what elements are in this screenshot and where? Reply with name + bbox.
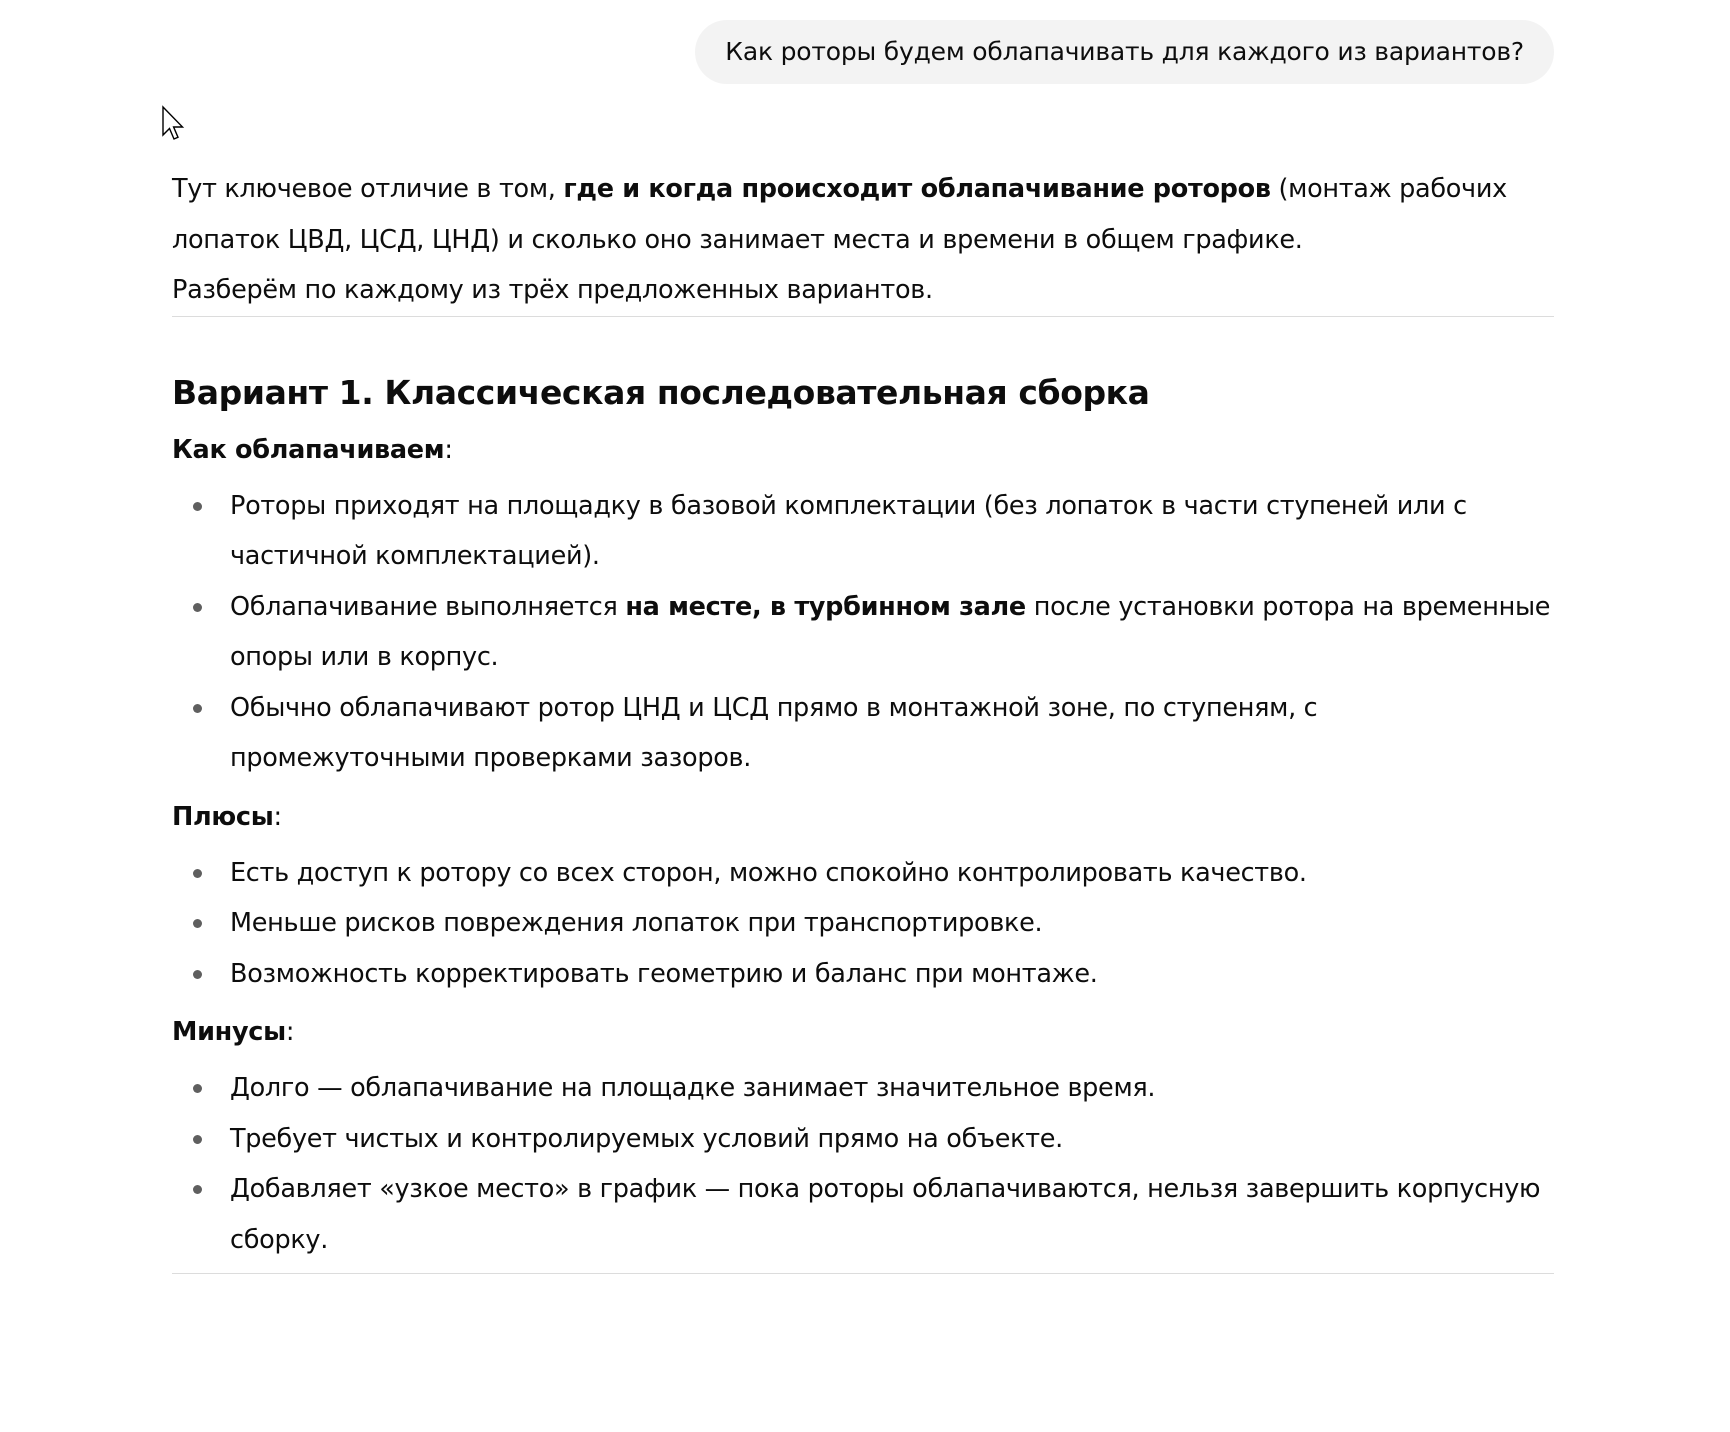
cons-list xyxy=(172,1063,1554,1265)
list-item-text: Долго — облапачивание на площадке занимает значительное время. xyxy=(230,1073,1156,1103)
bullet-dot-icon xyxy=(193,1185,202,1194)
assistant-message xyxy=(172,164,1554,1274)
list-item-text-pre: Облапачивание выполняется xyxy=(230,591,626,622)
user-message-row xyxy=(695,20,1554,84)
list-item xyxy=(172,1164,1554,1265)
bullet-dot-icon xyxy=(193,869,202,878)
pros-label-colon: : xyxy=(273,801,282,832)
bullet-dot-icon xyxy=(193,704,202,713)
section-divider xyxy=(172,1273,1554,1274)
pros-list xyxy=(172,848,1554,1000)
intro-text-line2: Разберём по каждому из трёх предложенных вариантов. xyxy=(172,275,933,305)
list-item-text-bold: на месте, в турбинном зале xyxy=(625,591,1026,622)
bullet-dot-icon xyxy=(193,502,202,511)
how-label-text: Как облапачиваем xyxy=(172,434,445,465)
list-item-text: Есть доступ к ротору со всех сторон, можно спокойно контролировать качество. xyxy=(230,857,1307,888)
bullet-dot-icon xyxy=(193,603,202,612)
bullet-dot-icon xyxy=(193,1135,202,1144)
cons-label xyxy=(172,1007,1554,1057)
intro-text-post: (монтаж рабочих лопаток ЦВД, ЦСД, ЦНД) и сколько оно занимает места и времени в общем графике. xyxy=(172,174,1507,255)
user-message-bubble: Как роторы будем облапачивать для каждого из вариантов? xyxy=(695,20,1554,84)
list-item xyxy=(172,1063,1554,1114)
list-item-text: Роторы приходят на площадку в базовой комплектации (без лопаток в части ступеней или с частичной комплектацией). xyxy=(230,490,1467,571)
list-item xyxy=(172,481,1554,582)
variant-1-heading: Вариант 1. Классическая последовательная сборка xyxy=(172,372,1150,412)
list-item-text: Требует чистых и контролируемых условий прямо на объекте. xyxy=(230,1123,1063,1154)
pros-label xyxy=(172,792,1554,842)
bullet-dot-icon xyxy=(193,1084,202,1093)
bullet-dot-icon xyxy=(193,919,202,928)
section-divider xyxy=(172,316,1554,317)
list-item xyxy=(172,582,1554,683)
intro-text-pre: Тут ключевое отличие в том, xyxy=(172,174,564,204)
intro-text-bold: где и когда происходит облапачивание роторов xyxy=(563,174,1271,204)
intro-paragraph xyxy=(172,164,1554,316)
how-label-colon: : xyxy=(444,434,453,465)
list-item-text: Меньше рисков повреждения лопаток при транспортировке. xyxy=(230,908,1043,938)
cons-label-text: Минусы xyxy=(172,1017,286,1047)
bullet-dot-icon xyxy=(193,970,202,979)
how-label xyxy=(172,425,1554,475)
list-item xyxy=(172,898,1554,949)
list-item xyxy=(172,848,1554,899)
list-item xyxy=(172,949,1554,1000)
list-item-text: Добавляет «узкое место» в график — пока роторы облапачиваются, нельзя завершить корпусную сборку. xyxy=(230,1174,1541,1255)
list-item-text: Возможность корректировать геометрию и баланс при монтаже. xyxy=(230,958,1098,989)
cons-label-colon: : xyxy=(285,1017,295,1047)
mouse-pointer-icon xyxy=(161,105,189,145)
pros-label-text: Плюсы xyxy=(172,801,274,832)
list-item-text-post: после установки ротора на временные опоры или в корпус. xyxy=(230,591,1551,672)
list-item xyxy=(172,1114,1554,1165)
list-item xyxy=(172,683,1554,784)
how-list xyxy=(172,481,1554,784)
list-item-text: Обычно облапачивают ротор ЦНД и ЦСД прямо в монтажной зоне, по ступеням, с промежуточными проверками зазоров. xyxy=(230,692,1318,773)
